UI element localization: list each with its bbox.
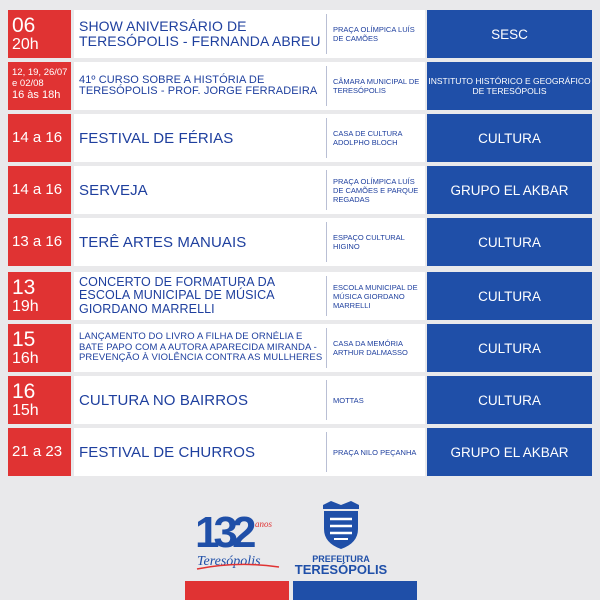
- date-cell: [8, 272, 71, 320]
- event-title: CULTURA NO BAIRROS: [79, 391, 249, 409]
- event-time: 19h: [12, 298, 39, 315]
- date-cell: [8, 114, 71, 162]
- event-row: [8, 166, 592, 214]
- event-cell: [74, 62, 425, 110]
- divider: [326, 118, 327, 158]
- event-place: CÂMARA MUNICIPAL DE TERESÓPOLIS: [333, 77, 420, 95]
- event-date: 15: [12, 328, 36, 351]
- event-place: MOTTAS: [333, 395, 364, 405]
- anniversary-suffix: anos: [255, 519, 273, 529]
- event-title: FESTIVAL DE FÉRIAS: [79, 129, 234, 147]
- event-title: SERVEJA: [79, 181, 148, 199]
- event-cell: [74, 324, 425, 372]
- event-date: 21 a 23: [12, 443, 63, 460]
- date-cell: [8, 166, 71, 214]
- prefeitura-city: TERESÓPOLIS: [294, 562, 388, 577]
- event-organizer: CULTURA: [427, 114, 592, 162]
- divider: [326, 380, 327, 420]
- event-cell: [74, 10, 425, 58]
- event-title: CONCERTO DE FORMATURA DA ESCOLA MUNICIPAL DE MÚSICA GIORDANO MARRELLI: [79, 274, 275, 316]
- event-title: TERÊ ARTES MANUAIS: [79, 233, 247, 251]
- event-time: 16 às 18h: [12, 89, 61, 101]
- event-row: [8, 272, 592, 320]
- event-organizer: GRUPO EL AKBAR: [427, 428, 592, 476]
- event-row: [8, 324, 592, 372]
- event-organizer: CULTURA: [427, 324, 592, 372]
- event-row: [8, 428, 592, 476]
- event-date: 16: [12, 380, 36, 403]
- divider: [326, 328, 327, 368]
- event-date: 13 a 16: [12, 233, 63, 250]
- event-place: PRAÇA NILO PEÇANHA: [333, 447, 417, 457]
- event-time: 15h: [12, 402, 39, 419]
- event-place: ESPAÇO CULTURAL HIGINO: [333, 233, 405, 251]
- divider: [326, 222, 327, 262]
- event-organizer: CULTURA: [427, 376, 592, 424]
- event-date: 13: [12, 276, 36, 299]
- prefeitura-logo: [286, 499, 396, 577]
- divider: [326, 14, 327, 54]
- event-row: [8, 114, 592, 162]
- event-cell: [74, 376, 425, 424]
- event-row: [8, 376, 592, 424]
- event-organizer: CULTURA: [427, 218, 592, 266]
- event-title: SHOW ANIVERSÁRIO DE TERESÓPOLIS - FERNANDA ABREU: [79, 18, 321, 49]
- event-cell: [74, 114, 425, 162]
- divider: [326, 170, 327, 210]
- event-date: 14 a 16: [12, 181, 63, 198]
- event-date: 12, 19, 26/07 e 02/08: [12, 67, 68, 89]
- event-cell: [74, 218, 425, 266]
- event-row: [8, 218, 592, 266]
- event-organizer: CULTURA: [427, 272, 592, 320]
- event-cell: [74, 428, 425, 476]
- anniversary-city: Teresópolis: [197, 554, 261, 569]
- anniversary-number: 132: [195, 508, 251, 557]
- event-organizer: SESC: [427, 10, 592, 58]
- event-cell: [74, 166, 425, 214]
- event-place: PRAÇA OLÍMPICA LUÍS DE CAMÕES E PARQUE REGADAS: [333, 176, 419, 204]
- event-title: FESTIVAL DE CHURROS: [79, 443, 256, 461]
- coat-of-arms-icon: [323, 501, 359, 549]
- divider: [326, 432, 327, 472]
- event-place: CASA DA MEMÓRIA ARTHUR DALMASSO: [333, 339, 408, 357]
- date-cell: [8, 324, 71, 372]
- event-title: LANÇAMENTO DO LIVRO A FILHA DE ORNÉLIA E BATE PAPO COM A AUTORA APARECIDA MIRANDA - PREVENÇÃO À VIOLÊNCIA CONTRA AS MULLHERES: [79, 331, 323, 364]
- event-place: CASA DE CULTURA ADOLPHO BLOCH: [333, 129, 403, 147]
- event-cell: [74, 272, 425, 320]
- event-title: 41º CURSO SOBRE A HISTÓRIA DE TERESÓPOLIS - PROF. JORGE FERRADEIRA: [79, 74, 318, 97]
- anniversary-logo: [193, 503, 283, 573]
- event-organizer: INSTITUTO HISTÓRICO E GEOGRÁFICO DE TERESÓPOLIS: [427, 62, 592, 110]
- footer-blue-bar: [293, 581, 417, 600]
- event-time: 20h: [12, 36, 39, 53]
- divider: [326, 276, 327, 316]
- event-date: 14 a 16: [12, 129, 63, 146]
- event-organizer: GRUPO EL AKBAR: [427, 166, 592, 214]
- date-cell: [8, 62, 71, 110]
- event-time: 16h: [12, 350, 39, 367]
- date-cell: [8, 376, 71, 424]
- event-date: 06: [12, 14, 36, 37]
- date-cell: [8, 428, 71, 476]
- event-row: [8, 10, 592, 58]
- event-place: ESCOLA MUNICIPAL DE MÚSICA GIORDANO MARRELLI: [333, 282, 418, 310]
- event-row: [8, 62, 592, 110]
- date-cell: [8, 10, 71, 58]
- event-place: PRAÇA OLÍMPICA LUÍS DE CAMÕES: [333, 25, 415, 43]
- footer-red-bar: [185, 581, 289, 600]
- divider: [326, 66, 327, 106]
- date-cell: [8, 218, 71, 266]
- prefeitura-label: PREFEITURA: [312, 554, 370, 564]
